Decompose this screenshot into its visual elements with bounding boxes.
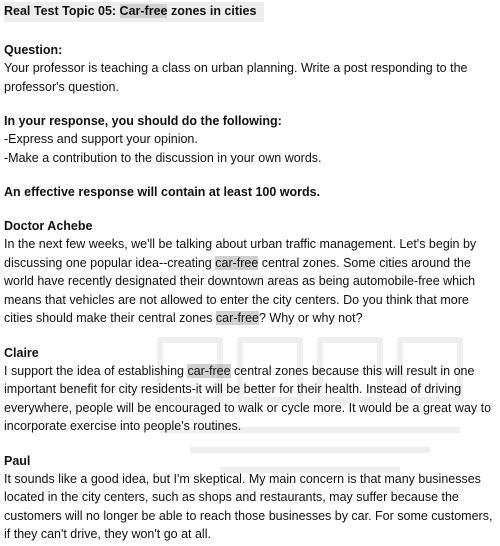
post-author: Doctor Achebe: [4, 219, 93, 233]
document-page: [4, 0, 498, 544]
highlighted-term: car-free: [215, 311, 259, 325]
title-suffix: zones in cities: [167, 4, 257, 18]
post-text-segment: central zones. Some cities around the world have recently designated their downtown areas as being automobile-free which means that vehicles are not allowed to enter the city centers. Do you think that more cities should make their central zones: [4, 255, 476, 325]
post-text-segment: central zones because this will result in one important benefit for city residents-it will be better for their health. Instead of driving everywhere, people will be encouraged to walk or cycle more. It would be a great way to incorporate exercise into people's routines.: [4, 363, 492, 433]
title-prefix: Real Test Topic 05:: [4, 4, 120, 18]
title-highlight: Car-free: [119, 4, 168, 18]
instructions-section: [4, 113, 498, 167]
post-text-segment: I support the idea of establishing: [4, 363, 188, 378]
instruction-item: -Make a contribution to the discussion in your own words.: [4, 150, 322, 165]
post-text-segment: ? Why or why not?: [259, 311, 363, 325]
post-claire: [4, 345, 498, 436]
post-author: Claire: [4, 345, 39, 360]
post-doctor-achebe: [4, 218, 498, 328]
question-heading: Question:: [4, 43, 63, 57]
post-body: [4, 470, 498, 544]
document-title: [4, 2, 264, 22]
instruction-item: -Express and support your opinion.: [4, 132, 198, 146]
instructions-heading: In your response, you should do the following:: [4, 114, 282, 128]
question-text: Your professor is teaching a class on urban planning. Write a post responding to the professor's question.: [4, 61, 468, 94]
post-paul: [4, 453, 498, 544]
post-text-segment: It sounds like a good idea, but I'm skeptical. My main concern is that many businesses located in the city centers, such as shops and restaurants, may suffer because the customers will no longer be able to reach those businesses by car. For some customers, if they can't drive, they won't go at all.: [4, 471, 493, 541]
question-section: [4, 42, 498, 96]
highlighted-term: car-free: [187, 363, 231, 378]
post-body: [4, 362, 498, 436]
highlighted-term: car-free: [215, 255, 259, 270]
post-body: [4, 235, 498, 328]
requirement-text: An effective response will contain at least 100 words.: [4, 185, 321, 199]
post-text-segment: In the next few weeks, we'll be talking about urban traffic management. Let's begin by discussing one popular idea--creating: [4, 237, 477, 270]
post-author: Paul: [4, 453, 31, 468]
